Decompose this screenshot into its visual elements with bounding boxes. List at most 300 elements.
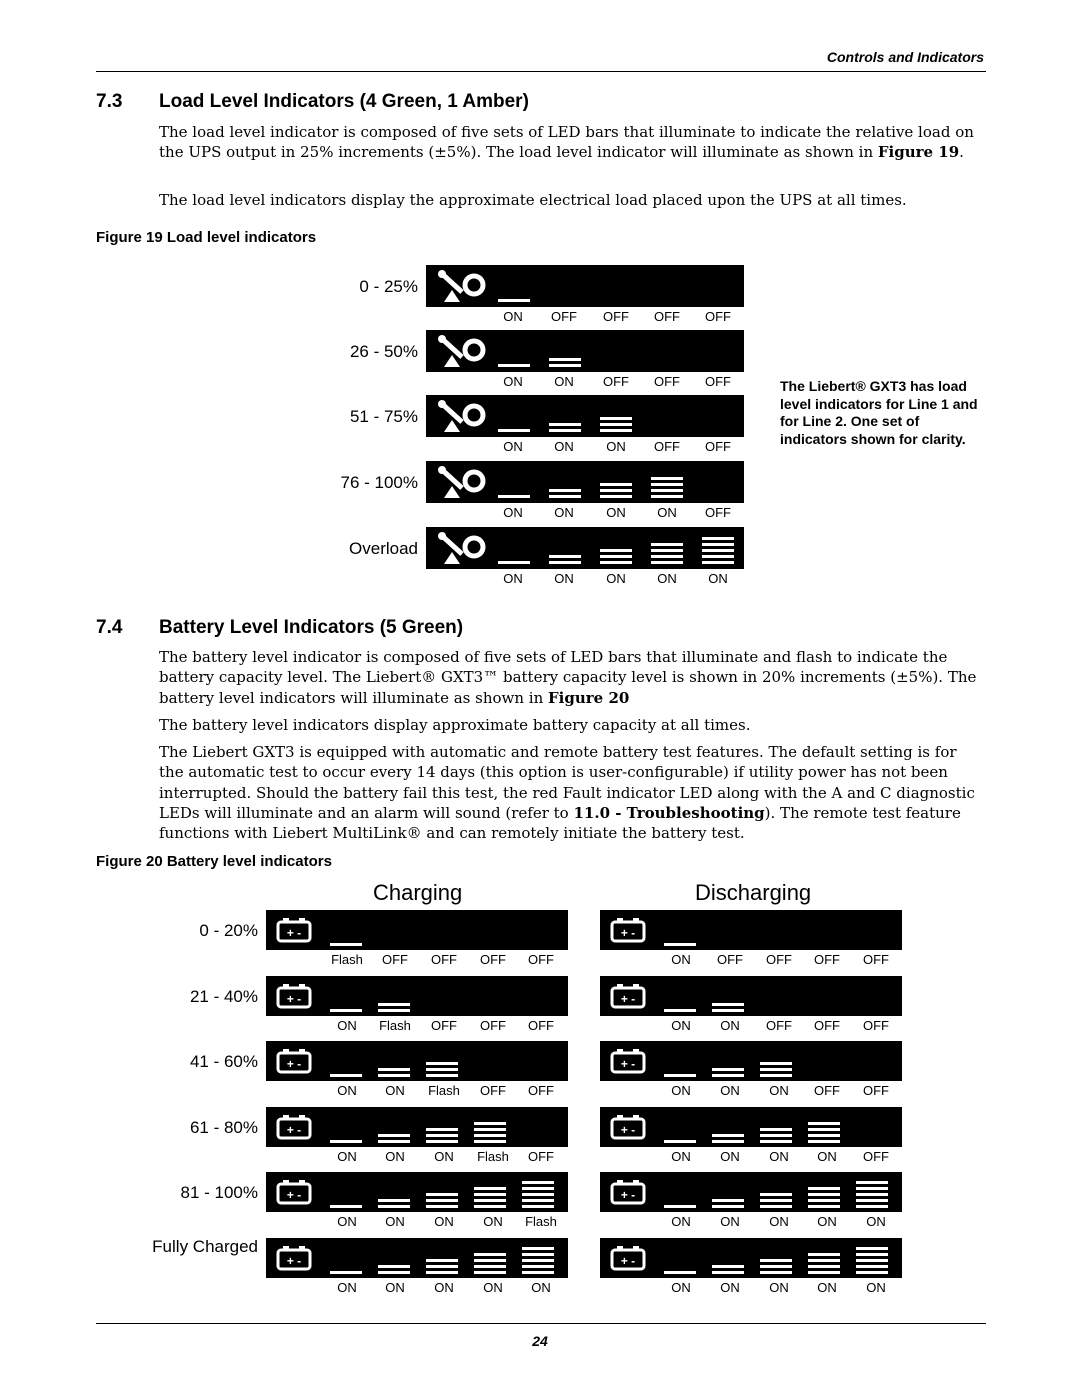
led-state: ON [503,505,523,520]
led-state: ON [337,1083,357,1098]
svg-text:+ -: + - [286,1123,302,1137]
figure-20-link[interactable]: Figure 20 [548,688,630,707]
led-bar [600,549,632,552]
load-paragraph-1 [159,122,985,163]
led-bar [600,489,632,492]
led-bar [378,1199,410,1202]
led-bar [702,537,734,540]
led-state: ON [503,571,523,586]
led-bar [808,1259,840,1262]
led-state: OFF [528,1018,554,1033]
led-state: OFF [766,1018,792,1033]
led-bar [378,1009,410,1012]
led-bar [702,549,734,552]
led-bar [426,1193,458,1196]
led-bar [651,543,683,546]
led-bar [760,1259,792,1262]
led-bar [549,495,581,498]
led-bar [808,1199,840,1202]
led-state: OFF [766,952,792,967]
led-state: ON [866,1280,886,1295]
led-bar [856,1247,888,1250]
led-bar [760,1068,792,1071]
led-bar [498,364,530,367]
load-led-panel [426,395,744,437]
led-bar [651,555,683,558]
led-bar [760,1265,792,1268]
led-bar [856,1187,888,1190]
led-bar [808,1193,840,1196]
led-state: ON [606,439,626,454]
led-bar [426,1062,458,1065]
charging-led-panel [266,1107,568,1147]
led-bar [600,555,632,558]
led-state: ON [385,1149,405,1164]
svg-text:+ -: + - [620,1254,636,1268]
led-bar [702,555,734,558]
led-state: ON [434,1280,454,1295]
led-state: ON [337,1280,357,1295]
led-bar [651,549,683,552]
led-state: OFF [705,374,731,389]
led-bar [330,1205,362,1208]
led-bar [474,1187,506,1190]
led-state: OFF [480,1018,506,1033]
para-text: The load level indicator is composed of five sets of LED bars that illuminate to indicate the relative load on the UPS output in 25% increments (±5%). The load level indicator will illuminate as shown in [159,123,974,162]
led-state: ON [337,1018,357,1033]
led-state: OFF [480,952,506,967]
led-bar [330,943,362,946]
led-bar [474,1193,506,1196]
led-bar [522,1253,554,1256]
section-title: Battery Level Indicators (5 Green) [159,617,464,638]
load-level-label: 0 - 25% [359,277,418,296]
led-bar [522,1187,554,1190]
led-state: Flash [525,1214,557,1229]
led-bar [474,1259,506,1262]
led-bar [808,1134,840,1137]
led-bar [600,495,632,498]
led-state: ON [554,374,574,389]
led-bar [856,1253,888,1256]
battery-icon [609,918,647,944]
led-state: ON [671,1083,691,1098]
discharging-led-panel [600,976,902,1016]
led-state: ON [554,571,574,586]
section-title: Load Level Indicators (4 Green, 1 Amber) [159,91,529,112]
led-state: ON [385,1280,405,1295]
led-bar [474,1199,506,1202]
led-state: ON [385,1214,405,1229]
led-bar [426,1205,458,1208]
led-bar [330,1271,362,1274]
led-state: OFF [551,309,577,324]
charging-led-panel [266,910,568,950]
led-state: ON [385,1083,405,1098]
led-state: ON [769,1214,789,1229]
led-bar [712,1205,744,1208]
discharging-led-panel [600,910,902,950]
battery-level-label: 61 - 80% [189,1118,258,1137]
led-bar [712,1003,744,1006]
led-state: ON [434,1214,454,1229]
led-bar [600,423,632,426]
led-bar [522,1271,554,1274]
battery-paragraph-1 [159,647,985,708]
led-state: OFF [814,1083,840,1098]
load-level-label: Overload [349,539,418,558]
led-bar [549,429,581,432]
led-state: ON [720,1214,740,1229]
led-bar [712,1009,744,1012]
led-bar [378,1003,410,1006]
load-scale-icon [432,268,492,304]
led-bar [522,1193,554,1196]
led-bar [600,417,632,420]
troubleshooting-link[interactable]: 11.0 - Troubleshooting [573,803,765,822]
led-state: ON [817,1214,837,1229]
led-bar [808,1265,840,1268]
led-bar [760,1199,792,1202]
led-bar [760,1271,792,1274]
section-number: 7.4 [96,617,123,638]
led-bar [760,1128,792,1131]
led-bar [378,1140,410,1143]
battery-icon [609,1049,647,1075]
led-state: Flash [331,952,363,967]
led-bar [426,1068,458,1071]
led-state: ON [769,1280,789,1295]
header-rule [96,71,986,72]
led-bar [378,1068,410,1071]
led-state: OFF [654,374,680,389]
led-bar [378,1074,410,1077]
load-scale-icon [432,333,492,369]
led-bar [600,483,632,486]
led-bar [426,1259,458,1262]
led-state: ON [671,1214,691,1229]
battery-level-label: 0 - 20% [199,921,258,940]
svg-text:+ -: + - [286,1057,302,1071]
led-state: OFF [603,374,629,389]
discharging-led-panel [600,1172,902,1212]
led-state: ON [483,1280,503,1295]
led-bar [426,1074,458,1077]
led-bar [522,1205,554,1208]
led-state: ON [554,505,574,520]
led-state: OFF [814,1018,840,1033]
led-bar [856,1199,888,1202]
led-bar [330,1074,362,1077]
svg-text:+ -: + - [286,926,302,940]
battery-level-label: 81 - 100% [180,1183,258,1202]
led-bar [651,561,683,564]
led-state: ON [483,1214,503,1229]
led-state: OFF [654,309,680,324]
led-bar [474,1134,506,1137]
led-bar [498,561,530,564]
led-bar [378,1265,410,1268]
led-bar [664,1271,696,1274]
led-bar [808,1140,840,1143]
led-state: Flash [477,1149,509,1164]
led-state: ON [554,439,574,454]
led-bar [330,1140,362,1143]
led-bar [651,495,683,498]
para-text: The battery level indicator is composed of five sets of LED bars that illuminate and flash to indicate the battery capacity level. The Liebert® GXT3™ battery capacity level is shown in 20% increments (±5%). The battery level indicators will illuminate as shown in [159,648,977,707]
led-state: OFF [480,1083,506,1098]
led-bar [522,1265,554,1268]
load-scale-icon [432,530,492,566]
load-led-panel [426,461,744,503]
led-state: ON [671,1149,691,1164]
para-text: . [959,143,964,162]
load-led-panel [426,265,744,307]
svg-text:+ -: + - [620,1057,636,1071]
battery-paragraph-2: The battery level indicators display approximate battery capacity at all times. [159,716,751,734]
led-state: OFF [717,952,743,967]
led-state: ON [720,1083,740,1098]
led-state: OFF [863,952,889,967]
led-state: OFF [528,1083,554,1098]
led-bar [426,1128,458,1131]
led-state: Flash [428,1083,460,1098]
led-state: ON [503,439,523,454]
led-state: OFF [528,1149,554,1164]
led-bar [522,1181,554,1184]
figure-19-note: The Liebert® GXT3 has load level indicators for Line 1 and for Line 2. One set of indicators shown for clarity. [780,378,978,447]
led-bar [856,1259,888,1262]
battery-icon [275,984,313,1010]
led-bar [712,1265,744,1268]
led-state: ON [503,309,523,324]
led-state: ON [671,1280,691,1295]
led-bar [702,561,734,564]
battery-icon [609,1115,647,1141]
battery-level-label: Fully Charged [152,1237,258,1256]
led-bar [498,495,530,498]
led-state: ON [531,1280,551,1295]
page-number: 24 [532,1333,548,1349]
led-state: OFF [603,309,629,324]
svg-text:+ -: + - [286,1188,302,1202]
load-paragraph-2: The load level indicators display the approximate electrical load placed upon the UPS at all times. [159,191,907,209]
led-state: ON [866,1214,886,1229]
led-state: ON [657,571,677,586]
led-bar [651,477,683,480]
svg-text:+ -: + - [620,992,636,1006]
led-bar [760,1140,792,1143]
discharging-led-panel [600,1107,902,1147]
led-bar [664,1074,696,1077]
led-bar [856,1181,888,1184]
load-level-label: 76 - 100% [340,473,418,492]
led-bar [664,943,696,946]
led-bar [378,1271,410,1274]
led-bar [474,1122,506,1125]
led-state: OFF [814,952,840,967]
led-bar [856,1271,888,1274]
section-7-4-heading [96,617,463,639]
led-bar [498,429,530,432]
led-bar [712,1134,744,1137]
led-state: OFF [431,952,457,967]
led-bar [808,1122,840,1125]
led-state: ON [720,1280,740,1295]
led-bar [549,561,581,564]
led-bar [426,1271,458,1274]
figure-19-caption: Figure 19 Load level indicators [96,229,317,246]
discharging-led-panel [600,1041,902,1081]
led-bar [664,1009,696,1012]
led-state: OFF [705,439,731,454]
discharging-title: Discharging [695,880,812,905]
para-text: The Liebert GXT3 is equipped with automatic and remote battery test features. The default setting is for the automatic test to occur every 14 days (this option is user-configurable) if utility power has not been interrupted. Should the battery fail this test, the red Fault indicator LED along with the A and C diagnostic LEDs will illuminate and an alarm will sound (refer to [159,743,975,822]
load-led-panel [426,330,744,372]
led-bar [760,1193,792,1196]
led-state: ON [337,1149,357,1164]
led-state: OFF [863,1149,889,1164]
svg-text:+ -: + - [620,1188,636,1202]
section-number: 7.3 [96,91,123,112]
led-bar [498,299,530,302]
led-state: OFF [382,952,408,967]
figure-19-link[interactable]: Figure 19 [877,143,960,162]
footer-rule [96,1323,986,1324]
charging-led-panel [266,976,568,1016]
led-bar [712,1074,744,1077]
svg-text:+ -: + - [620,1123,636,1137]
led-state: OFF [705,309,731,324]
section-7-3-heading [96,91,529,113]
led-state: Flash [379,1018,411,1033]
led-state: ON [503,374,523,389]
led-bar [702,543,734,546]
battery-icon [275,1246,313,1272]
led-bar [651,483,683,486]
led-bar [600,561,632,564]
led-state: ON [708,571,728,586]
led-state: ON [720,1018,740,1033]
led-bar [378,1205,410,1208]
led-bar [856,1205,888,1208]
led-bar [712,1199,744,1202]
led-bar [712,1068,744,1071]
led-bar [808,1128,840,1131]
led-bar [522,1247,554,1250]
led-bar [600,429,632,432]
load-scale-icon [432,464,492,500]
svg-text:+ -: + - [286,992,302,1006]
led-bar [474,1271,506,1274]
led-state: ON [606,505,626,520]
led-bar [856,1193,888,1196]
led-bar [856,1265,888,1268]
led-bar [522,1259,554,1262]
led-bar [760,1205,792,1208]
led-state: OFF [528,952,554,967]
load-level-label: 51 - 75% [349,407,418,426]
load-scale-icon [432,398,492,434]
svg-text:+ -: + - [620,926,636,940]
charging-led-panel [266,1041,568,1081]
led-state: ON [769,1149,789,1164]
battery-paragraph-3 [159,742,985,843]
led-state: OFF [863,1018,889,1033]
led-state: OFF [863,1083,889,1098]
led-bar [808,1205,840,1208]
load-level-label: 26 - 50% [349,342,418,361]
para-text: ). The remote test feature functions with Liebert MultiLink® and can remotely initiate the battery test. [159,803,961,843]
led-bar [651,489,683,492]
battery-icon [609,1180,647,1206]
led-state: ON [671,952,691,967]
led-bar [474,1265,506,1268]
led-bar [474,1205,506,1208]
led-state: ON [817,1149,837,1164]
led-bar [664,1140,696,1143]
led-bar [549,423,581,426]
led-state: ON [606,571,626,586]
led-bar [549,358,581,361]
running-header: Controls and Indicators [826,49,984,65]
led-bar [378,1134,410,1137]
led-state: ON [720,1149,740,1164]
led-bar [712,1140,744,1143]
led-bar [426,1265,458,1268]
led-bar [426,1140,458,1143]
led-bar [808,1271,840,1274]
led-state: ON [817,1280,837,1295]
battery-icon [275,1115,313,1141]
led-bar [808,1253,840,1256]
figure-20-caption: Figure 20 Battery level indicators [96,853,332,870]
svg-text:+ -: + - [286,1254,302,1268]
led-state: OFF [654,439,680,454]
led-bar [808,1187,840,1190]
led-bar [522,1199,554,1202]
battery-icon [275,1180,313,1206]
led-bar [426,1199,458,1202]
led-bar [549,364,581,367]
led-state: ON [671,1018,691,1033]
led-bar [664,1205,696,1208]
charging-led-panel [266,1238,568,1278]
led-bar [760,1062,792,1065]
discharging-led-panel [600,1238,902,1278]
led-state: ON [657,505,677,520]
load-led-panel [426,527,744,569]
led-bar [474,1128,506,1131]
led-bar [760,1074,792,1077]
led-state: OFF [431,1018,457,1033]
led-state: ON [769,1083,789,1098]
charging-led-panel [266,1172,568,1212]
led-bar [549,555,581,558]
led-state: ON [337,1214,357,1229]
led-bar [426,1134,458,1137]
led-bar [474,1253,506,1256]
led-state: ON [434,1149,454,1164]
charging-title: Charging [373,880,463,905]
led-bar [760,1134,792,1137]
led-bar [330,1009,362,1012]
battery-icon [609,984,647,1010]
battery-icon [275,918,313,944]
battery-level-label: 41 - 60% [189,1052,258,1071]
battery-icon [275,1049,313,1075]
led-bar [474,1140,506,1143]
